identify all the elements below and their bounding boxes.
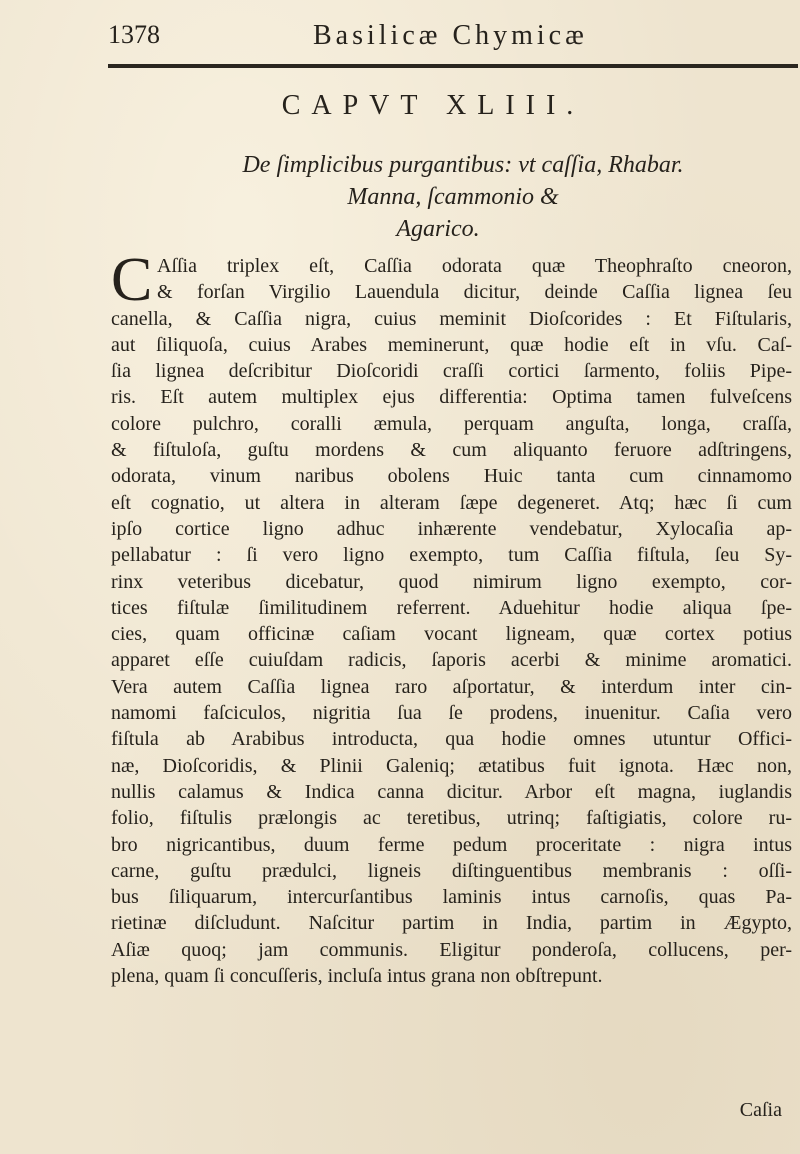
- text-line: aut ſiliquoſa, cuius Arabes meminerunt, quæ hodie eſt in vſu. Caſ-: [111, 333, 792, 356]
- text-line: rinx veteribus dicebatur, quod nimirum ligno exempto, cor-: [111, 570, 792, 593]
- text-line: ſia lignea deſcribitur Dioſcoridi craſſi cortici ſarmento, foliis Pipe-: [111, 360, 792, 383]
- header-rule: [108, 64, 798, 68]
- chapter-title: CAPVT XLIII.: [281, 90, 585, 121]
- text-line: & fiſtuloſa, guſtu mordens & cum aliquanto feruore adſtringens,: [111, 439, 792, 462]
- text-line: folio, fiſtulis prælongis ac teretibus, utrinq; faſtigiatis, colore ru-: [111, 807, 792, 830]
- running-title: Basilicæ Chymicæ: [313, 20, 588, 51]
- text-line: Aſſia triplex eſt, Caſſia odorata quæ Theophraſto cneoron,: [157, 255, 792, 277]
- page-header: [108, 20, 798, 60]
- chapter-subtitle-line: Agarico.: [396, 216, 480, 242]
- text-line: colore pulchro, coralli æmula, perquam anguſta, longa, craſſa,: [111, 412, 792, 435]
- text-line: Aſiæ quoq; jam communis. Eligitur ponderoſa, collucens, per-: [111, 938, 792, 961]
- text-line: tices fiſtulæ ſimilitudinem referrent. Aduehitur hodie aliqua ſpe-: [111, 596, 792, 619]
- text-line: ipſo cortice ligno adhuc inhærente vendebatur, Xylocaſia ap-: [111, 517, 792, 540]
- text-line: plena, quam ſi concuſſeris, incluſa intus grana non obſtrepunt.: [111, 965, 603, 988]
- chapter-subtitle-line: De ſimplicibus purgantibus: vt caſſia, Rhabar.: [242, 152, 684, 178]
- text-line: eſt cognatio, ut altera in alteram ſæpe degeneret. Atq; hæc ſi cum: [111, 491, 792, 514]
- page-number: 1378: [108, 20, 160, 49]
- drop-cap: C: [111, 246, 153, 314]
- text-line: canella, & Caſſia nigra, cuius meminit Dioſcorides : Et Fiſtularis,: [111, 307, 792, 330]
- text-line: Vera autem Caſſia lignea raro aſportatur, & interdum inter cin-: [111, 675, 792, 698]
- body-text: [111, 246, 792, 989]
- text-line: rietinæ diſcludunt. Naſcitur partim in India, partim in Ægypto,: [111, 912, 792, 935]
- text-line: apparet eſſe cuiuſdam radicis, ſaporis acerbi & minime aromatici.: [111, 649, 792, 672]
- text-line: carne, guſtu prædulci, ligneis diſtinguentibus membranis : oſſi-: [111, 859, 792, 882]
- text-line: cies, quam officinæ caſiam vocant ligneam, quæ cortex potius: [111, 623, 792, 646]
- text-line: ris. Eſt autem multiplex ejus differentia: Optima tamen fulveſcens: [111, 386, 792, 409]
- text-line: fiſtula ab Arabibus introducta, qua hodie omnes utuntur Offici-: [111, 728, 792, 751]
- text-line: bus ſiliquarum, intercurſantibus laminis intus carnoſis, quas Pa-: [111, 886, 792, 909]
- text-line: & forſan Virgilio Lauendula dicitur, deinde Caſſia lignea ſeu: [157, 281, 792, 304]
- text-line: nullis calamus & Indica canna dicitur. Arbor eſt magna, iuglandis: [111, 780, 792, 803]
- text-line: bro nigricantibus, duum ferme pedum proceritate : nigra intus: [111, 833, 792, 856]
- text-line: namomi faſciculos, nigritia ſua ſe prodens, inuenitur. Caſia vero: [111, 702, 792, 725]
- text-line: odorata, vinum naribus obolens Huic tanta cum cinnamomo: [111, 465, 792, 488]
- text-line: næ, Dioſcoridis, & Plinii Galeniq; ætatibus fuit ignota. Hæc non,: [111, 754, 792, 777]
- chapter-subtitle-line: Manna, ſcammonio &: [347, 184, 559, 210]
- text-line: pellabatur : ſi vero ligno exempto, tum Caſſia fiſtula, ſeu Sy-: [111, 544, 792, 567]
- catchword: Caſia: [739, 1099, 782, 1121]
